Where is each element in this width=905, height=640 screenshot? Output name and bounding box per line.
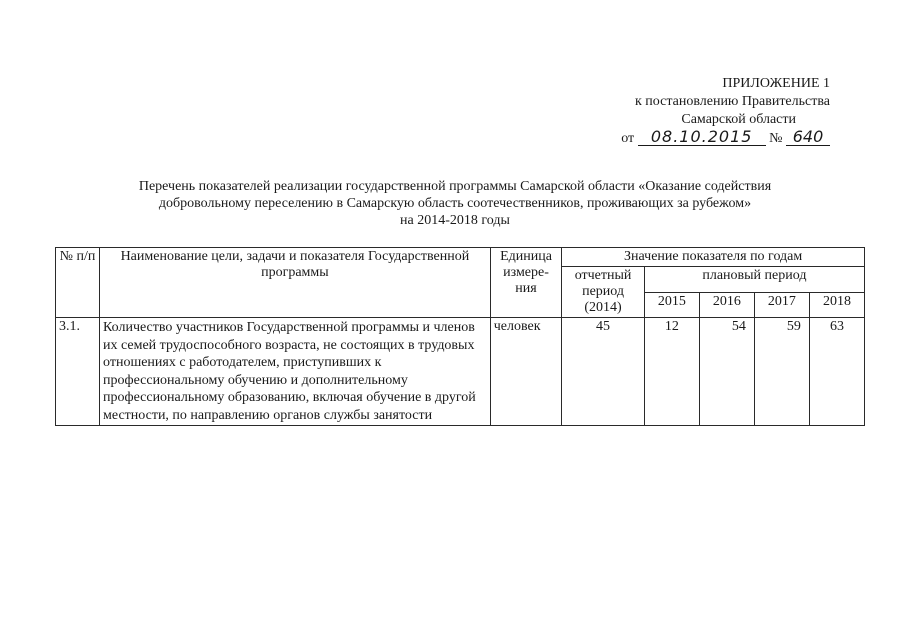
- row-indicator-name: [100, 318, 491, 426]
- header-no: № п/п: [56, 248, 100, 318]
- annex-region-line: Самарской области: [681, 112, 796, 127]
- header-values: Значение показателя по годам: [562, 248, 865, 267]
- header-plan-period: плановый период: [644, 267, 864, 293]
- annex-title: ПРИЛОЖЕНИЕ 1: [722, 76, 830, 91]
- number-label: №: [769, 131, 783, 146]
- header-name: Наименование цели, задачи и показателя Государственной программы: [100, 248, 491, 318]
- header-report-period: отчетный период (2014): [562, 267, 645, 318]
- handwritten-number: 640: [786, 129, 830, 146]
- table-header-row-1: [56, 248, 865, 267]
- row-value-2016: 54: [699, 318, 754, 426]
- document-title-line-2: добровольному переселению в Самарскую область соотечественников, проживающих за рубежом»: [158, 196, 752, 211]
- row-value-2017: 59: [754, 318, 809, 426]
- header-year-2017: 2017: [754, 292, 809, 318]
- header-year-2015: 2015: [644, 292, 699, 318]
- row-indicator-name-text: Количество участников Государственной программы и членов их семей трудоспособного возраста, не состоящих в трудовых отношениях с работодателем, приступивших к профессиональному обучению и дополнительному профессиональному образованию, включая обучение в другой местности, по направлению органов службы занятости: [103, 320, 476, 423]
- table-row: [56, 318, 865, 426]
- document-title: [60, 178, 850, 229]
- annex-block: [570, 75, 830, 148]
- indicators-table: [55, 247, 865, 426]
- annex-resolution-line: к постановлению Правительства: [634, 94, 830, 109]
- handwritten-date: 08.10.2015: [638, 129, 766, 146]
- document-title-line-1: Перечень показателей реализации государственной программы Самарской области «Оказание содействия: [138, 179, 772, 194]
- header-unit: Единица измере-ния: [490, 248, 562, 318]
- row-value-2015: 12: [644, 318, 699, 426]
- row-number: 3.1.: [56, 318, 100, 426]
- annex-date-number: [570, 129, 830, 148]
- header-year-2016: 2016: [699, 292, 754, 318]
- from-label: от: [621, 131, 635, 146]
- row-report-value: 45: [562, 318, 645, 426]
- row-unit: человек: [490, 318, 562, 426]
- header-year-2018: 2018: [809, 292, 864, 318]
- document-title-line-3: на 2014-2018 годы: [400, 213, 510, 228]
- row-value-2018: 63: [809, 318, 864, 426]
